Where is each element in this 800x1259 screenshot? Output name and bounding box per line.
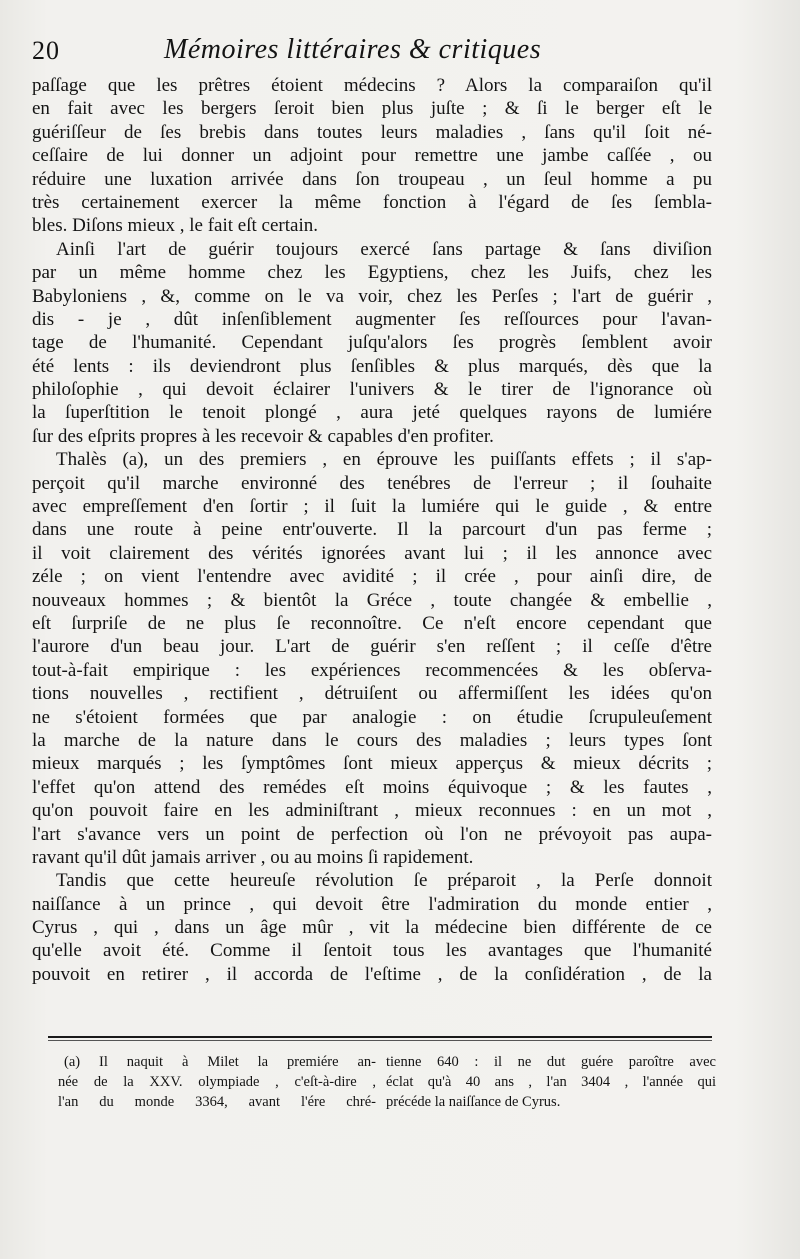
text-line: ravant qu'il dût jamais arriver , ou au moins ſi rapidement. <box>32 846 474 868</box>
text-line: philoſophie , qui devoit éclairer l'univers & le tirer de l'ignorance où <box>32 379 712 401</box>
text-line: perçoit qu'il marche environné des tenébres de l'erreur ; il ſouhaite <box>32 472 712 494</box>
footnote-line: née de la XXV. olympiade , c'eſt-à-dire , <box>58 1074 376 1090</box>
text-line: en fait avec les bergers ſeroit bien plus juſte ; & ſi le berger eſt le <box>32 98 712 120</box>
text-line: très certainement exercer la même fonction à l'égard de ſes ſembla- <box>32 191 712 213</box>
text-line: pouvoit en retirer , il accorda de l'eſtime , de la conſidération , de la <box>32 963 712 985</box>
body-text <box>32 74 712 986</box>
text-line: qu'elle avoit été. Comme il ſentoit tous les avantages que l'humanité <box>32 940 712 962</box>
text-line: zéle ; on vient l'entendre avec avidité ; il crée , pour ainſi dire, de <box>32 566 712 588</box>
text-line: eſt ſurpriſe de ne plus ſe reconnoître. Ce n'eſt encore cependant que <box>32 612 712 634</box>
text-line: dis - je , dût inſenſiblement augmenter ſes reſſources pour l'avan- <box>32 308 712 330</box>
text-line: l'aurore d'un beau jour. L'art de guérir s'en reſſent ; il ceſſe d'être <box>32 636 712 658</box>
text-line: par un même homme chez les Egyptiens, chez les Juifs, chez les <box>32 262 712 284</box>
text-line: la ſuperſtition le tenoit plongé , aura jeté quelques rayons de lumiére <box>32 402 712 424</box>
text-line: l'effet qu'on attend des remédes eſt moins équivoque ; & les fautes , <box>32 776 712 798</box>
text-line: été lents : ils deviendront plus ſenſibles & plus marqués, dès que la <box>32 355 712 377</box>
text-line: qu'on pouvoit faire en les adminiſtrant , mieux reconnues : en un mot , <box>32 800 712 822</box>
footnote-line: l'an du monde 3364, avant l'ére chré- <box>58 1094 376 1110</box>
text-line: ceſſaire de lui donner un adjoint pour remettre une jambe caſſée , ou <box>32 145 712 167</box>
text-line: tout-à-fait empirique : les expériences recommencées & les obſerva- <box>32 659 712 681</box>
text-line: l'art s'avance vers un point de perfection où l'on ne prévoyoit pas aupa- <box>32 823 712 845</box>
text-line: réduire une luxation arrivée dans ſon troupeau , un ſeul homme a pu <box>32 168 712 190</box>
footnote-line: précéde la naiſſance de Cyrus. <box>386 1094 561 1110</box>
text-line: paſſage que les prêtres étoient médecins ? Alors la comparaiſon qu'il <box>32 75 712 96</box>
footnote-line: éclat qu'à 40 ans , l'an 3404 , l'année qui <box>386 1074 716 1090</box>
footnote-divider <box>48 1036 712 1038</box>
text-line: naiſſance à un prince , qui devoit être l'admiration du monde entier , <box>32 893 712 915</box>
text-line: mieux marqués ; les ſymptômes ſont mieux apperçus & mieux décrits ; <box>32 753 712 775</box>
text-line: la marche de la nature dans le cours des maladies ; leurs types ſont <box>32 729 712 751</box>
footnote-line: tienne 640 : il ne dut guére paroître avec <box>386 1054 716 1070</box>
text-line: ne s'étoient formées que par analogie : on étudie ſcrupuleuſement <box>32 706 712 728</box>
page-header <box>32 34 752 74</box>
page-number: 20 <box>32 36 60 65</box>
text-line: Ainſi l'art de guérir toujours exercé ſans partage & ſans diviſion <box>56 238 712 260</box>
footnote-divider-thin <box>48 1040 712 1041</box>
running-title: Mémoires littéraires & critiques <box>164 34 542 65</box>
footnote-line: (a) Il naquit à Milet la premiére an- <box>64 1054 376 1070</box>
text-line: bles. Diſons mieux , le fait eſt certain. <box>32 215 318 237</box>
text-line: Cyrus , qui , dans un âge mûr , vit la médecine bien différente de ce <box>32 917 712 939</box>
text-line: dans une route à peine entr'ouverte. Il la parcourt d'un pas ferme ; <box>32 519 712 541</box>
text-line: nouveaux hommes ; & bientôt la Gréce , toute changée & embellie , <box>32 589 712 611</box>
text-line: guériſſeur de ſes brebis dans toutes leurs maladies , ſans qu'il ſoit né- <box>32 121 712 143</box>
text-line: il voit clairement des vérités ignorées avant lui ; il les annonce avec <box>32 542 712 564</box>
text-line: Babyloniens , &, comme on le va voir, chez les Perſes ; l'art de guérir , <box>32 285 712 307</box>
footnote-column-left <box>58 1052 376 1112</box>
text-line: tions nouvelles , rectifient , détruiſent ou affermiſſent les idées qu'on <box>32 683 712 705</box>
text-line: Tandis que cette heureuſe révolution ſe préparoit , la Perſe donnoit <box>56 870 712 892</box>
text-line: avec empreſſement d'en ſortir ; il ſuit la lumiére qui le guide , & entre <box>32 496 712 518</box>
footnote-column-right <box>386 1052 716 1112</box>
text-line: ſur des eſprits propres à les recevoir & capables d'en profiter. <box>32 425 494 447</box>
text-line: Thalès (a), un des premiers , en éprouve les puiſſants effets ; il s'ap- <box>56 449 712 471</box>
text-line: tage de l'humanité. Cependant juſqu'alors ſes progrès ſemblent avoir <box>32 332 712 354</box>
